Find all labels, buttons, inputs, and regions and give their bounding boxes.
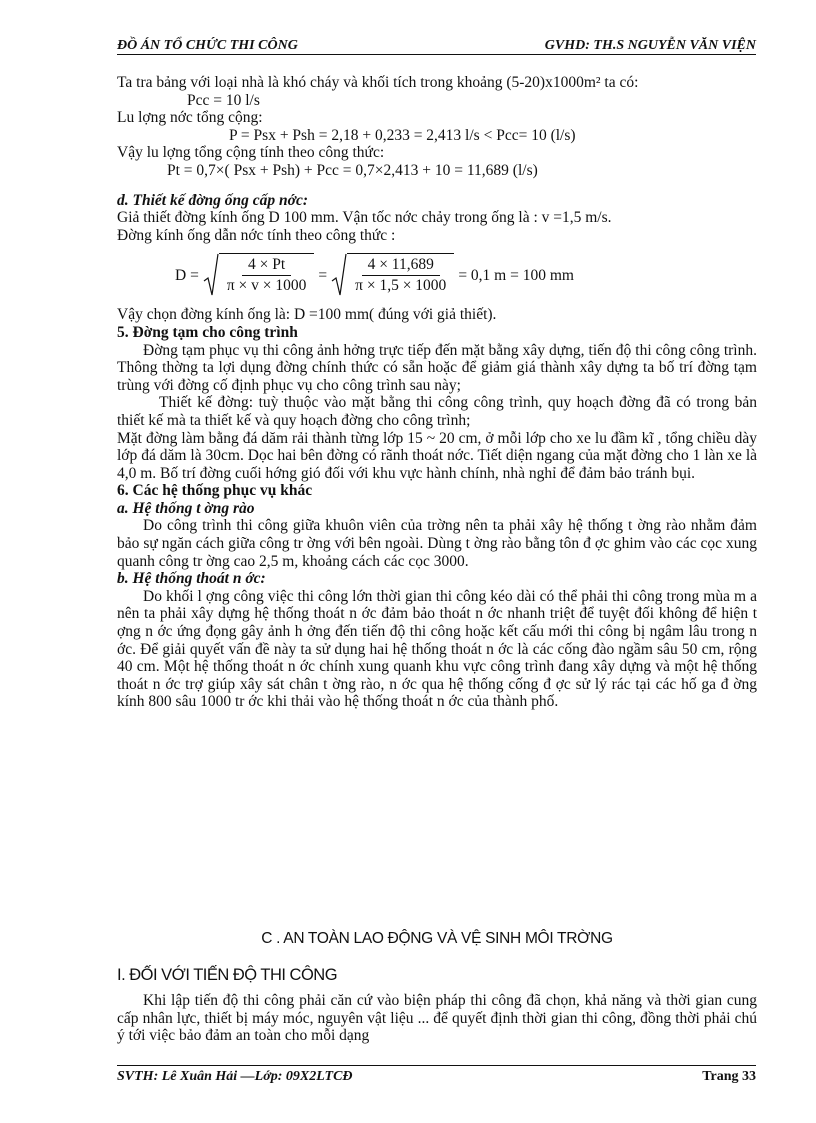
paragraph-chosen-diameter: Vậy chọn đờng kính ống là: D =100 mm( đúng với giả thiết). xyxy=(117,306,497,324)
formula-lhs: D = xyxy=(175,266,199,284)
equation-pt: Pt = 0,7×( Psx + Psh) + Pcc = 0,7×2,413 + 10 = 11,689 (l/s) xyxy=(167,161,538,179)
paragraph-fence-system: Do công trình thi công giữa khuôn viên của trờng nên ta phải xây hệ thống t ờng rào nhằm đảm bảo sự ngăn cách giữa công tr ờng với bên ngoài. Dùng t ờng rào bằng tôn đ ợc ghim vào các cọc xung quanh công tr ờng cao 2,5 m, khoảng cách các cọc 3000. xyxy=(117,517,757,570)
footer-page-number: Trang 33 xyxy=(702,1069,756,1084)
label-total-flow: Lu lợng nớc tổng cộng: xyxy=(117,109,263,127)
page-footer xyxy=(117,1065,756,1084)
equation-total-flow: P = Psx + Psh = 2,18 + 0,233 = 2,413 l/s < Pcc= 10 (l/s) xyxy=(229,126,576,144)
label-total-flow-formula: Vậy lu lợng tổng cộng tính theo công thức: xyxy=(117,144,385,162)
sqrt-symbol-1 xyxy=(203,253,315,297)
heading-fence-system: a. Hệ thống t ờng rào xyxy=(117,499,255,517)
section-c-heading: C . AN TOÀN LAO ĐỘNG VÀ VỆ SINH MÔI TRỜNG xyxy=(261,930,613,947)
equation-pcc: Pcc = 10 l/s xyxy=(187,91,260,109)
label-diameter-formula: Đờng kính ống dẫn nớc tính theo công thức : xyxy=(117,226,396,244)
page-header xyxy=(117,38,756,55)
formula-denominator-2: π × 1,5 × 1000 xyxy=(355,277,447,295)
section-i-heading: I. ĐỐI VỚI TIẾN ĐỘ THI CÔNG xyxy=(117,966,338,984)
paragraph-drainage-system: Do khối l ợng công việc thi công lớn thời gian thi công kéo dài có thể phải thi công trong mùa m a nên ta phải xây dựng hệ thống thoát n ớc đảm bảo thoát n ớc nhanh triệt để tuyệt đối không để hiện t ợng n ớc ứng đọng gây ảnh h ởng đến tiến độ thi công hoặc kết cấu mới thi công bị ngâm lâu trong n ớc. Để giải quyết vấn đề này ta sử dụng hai hệ thống thoát n ớc là các cống đào ngầm sâu 50 cm, rộng 40 cm. Một hệ thống thoát n ớc chính xung quanh khu vực công trình đang xây dựng và một hệ thống thoát n ớc trợ giúp xây sát chân t ờng rào, n ớc qua hệ thống cống đ ợc sử lý rác tại các hố ga đ ờng kính 800 sâu 1000 tr ớc khi thải vào hệ thống thoát n ớc của thành phố. xyxy=(117,587,757,711)
sqrt-symbol-2 xyxy=(331,253,454,297)
heading-pipe-design: d. Thiết kế đờng ống cấp nớc: xyxy=(117,191,309,209)
paragraph-temporary-road-1: Đờng tạm phục vụ thi công ảnh hởng trực tiếp đến mặt bằng xây dựng, tiến độ thi công công trình. Thông thờng ta lợi dụng đờng chính thức có sẵn hoặc để giảm giá thành xây dựng ta bố trí đờng tạm trùng với đờng cố định phục vụ cho công trình sau này; xyxy=(117,341,757,394)
page-content xyxy=(117,74,757,711)
paragraph-road-surface: Mặt đờng làm bằng đá dăm rải thành từng lớp 15 ~ 20 cm, ở mỗi lớp cho xe lu đầm kĩ , tổng chiều dày lớp đá dăm là 30cm. Dọc hai bên đờng có rãnh thoát nớc. Tiết diện ngang của mặt đờng cho 1 làn xe là 4,0 m. Bố trí đờng cuối hớng gió đối với khu vực hành chính, nhà nghỉ để đảm bảo tránh bụi. xyxy=(117,429,757,482)
footer-student-info: SVTH: Lê Xuân Hải —Lớp: 09X2LTCĐ xyxy=(117,1069,353,1084)
paragraph-table-lookup: Ta tra bảng với loại nhà là khó cháy và khối tích trong khoảng (5-20)x1000m² ta có: xyxy=(117,74,639,91)
diameter-formula xyxy=(117,246,757,304)
header-project-title: ĐỒ ÁN TỔ CHỨC THI CÔNG xyxy=(117,38,298,53)
formula-numerator-2: 4 × 11,689 xyxy=(362,254,440,276)
formula-numerator-1: 4 × Pt xyxy=(242,254,291,276)
heading-other-systems: 6. Các hệ thống phục vụ khác xyxy=(117,482,313,500)
formula-equals: = xyxy=(318,266,328,284)
header-supervisor: GVHD: TH.S NGUYỄN VĂN VIỆN xyxy=(544,38,756,53)
paragraph-pipe-assumption: Giả thiết đờng kính ống D 100 mm. Vận tốc nớc chảy trong ống là : v =1,5 m/s. xyxy=(117,209,612,227)
formula-denominator-1: π × v × 1000 xyxy=(226,277,307,295)
section-i-content xyxy=(117,992,757,1045)
paragraph-temporary-road-2: Thiết kế đờng: tuỳ thuộc vào mặt bằng thi công công trình, quy hoạch đờng đã có trong bản thiết kế mà ta thiết kế và quy hoạch đờng cho công trình; xyxy=(117,394,757,429)
heading-temporary-road: 5. Đờng tạm cho công trình xyxy=(117,323,298,341)
paragraph-schedule-planning: Khi lập tiến độ thi công phải căn cứ vào biện pháp thi công đã chọn, khả năng và thời gian cung cấp nhân lực, thiết bị máy móc, nguyên vật liệu ... để quyết định thời gian thi công, đồng thời phải chú ý tới việc bảo đảm an toàn cho mỗi dạng xyxy=(117,992,757,1045)
formula-result: = 0,1 m = 100 mm xyxy=(458,266,574,284)
heading-drainage-system: b. Hệ thống thoát n ớc: xyxy=(117,570,266,588)
